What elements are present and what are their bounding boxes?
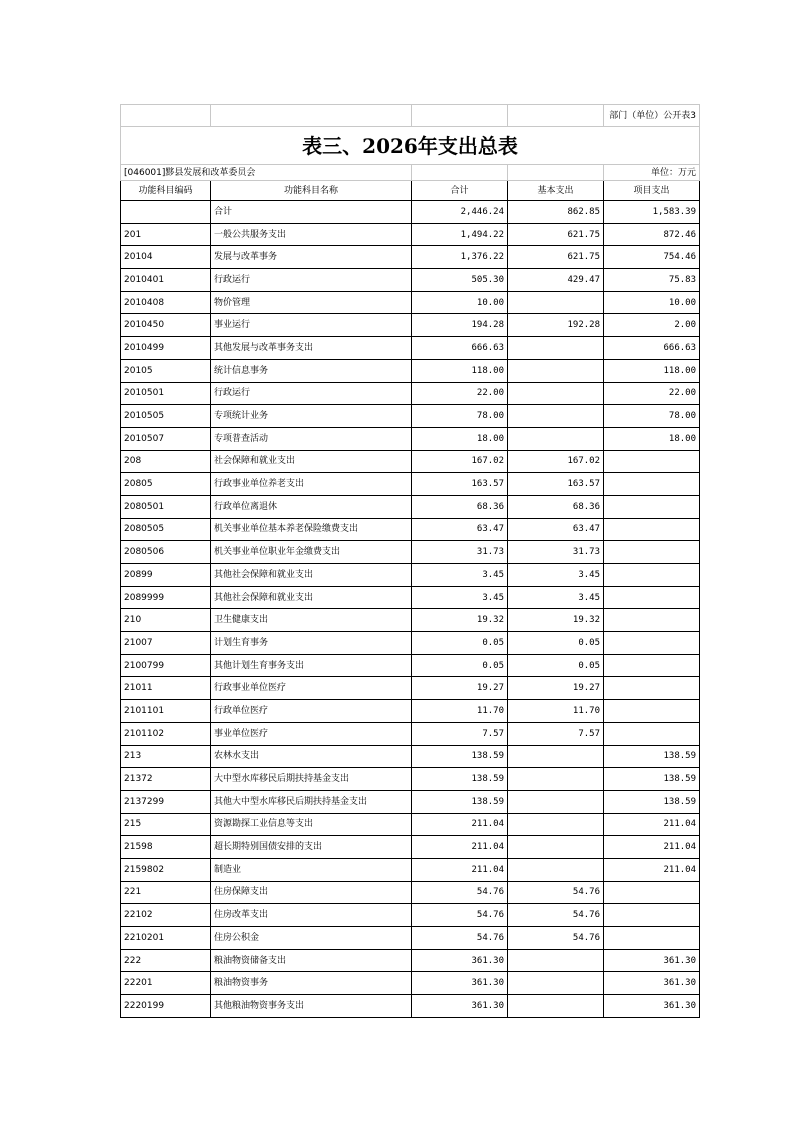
cell-basic [508,836,604,859]
cell-project: 211.04 [604,836,700,859]
cell-basic: 11.70 [508,700,604,723]
cell-code [121,201,211,224]
cell-name: 行政运行 [211,382,412,405]
cell-name: 农林水支出 [211,745,412,768]
cell-basic [508,382,604,405]
cell-project [604,541,700,564]
cell-basic: 3.45 [508,564,604,587]
cell-total: 167.02 [412,450,508,473]
cell-total: 1,494.22 [412,223,508,246]
cell-project: 361.30 [604,995,700,1018]
cell-code: 22102 [121,904,211,927]
table-row [121,836,700,859]
cell-project: 211.04 [604,813,700,836]
cell-name: 制造业 [211,858,412,881]
cell-name: 行政事业单位养老支出 [211,473,412,496]
table-row [121,246,700,269]
cell-project: 22.00 [604,382,700,405]
cell-basic: 63.47 [508,518,604,541]
cell-basic: 163.57 [508,473,604,496]
cell-code: 2080505 [121,518,211,541]
cell-project: 666.63 [604,337,700,360]
cell-project [604,609,700,632]
cell-total: 361.30 [412,972,508,995]
cell-total: 31.73 [412,541,508,564]
cell-total: 3.45 [412,586,508,609]
cell-name: 其他粮油物资事务支出 [211,995,412,1018]
cell-project: 138.59 [604,768,700,791]
cell-project [604,632,700,655]
cell-basic [508,291,604,314]
table-row [121,949,700,972]
cell-total: 666.63 [412,337,508,360]
table-row [121,564,700,587]
cell-total: 361.30 [412,995,508,1018]
cell-name: 其他社会保障和就业支出 [211,586,412,609]
cell-basic: 0.05 [508,654,604,677]
cell-project [604,518,700,541]
table-row [121,291,700,314]
cell-code: 201 [121,223,211,246]
expenditure-sheet [120,104,699,1018]
cell-basic: 19.27 [508,677,604,700]
table-row [121,745,700,768]
cell-name: 事业运行 [211,314,412,337]
cell-name: 粮油物资事务 [211,972,412,995]
cell-total: 19.32 [412,609,508,632]
cell-code: 2101102 [121,722,211,745]
unit-label: 单位：万元 [604,165,700,181]
cell-code: 213 [121,745,211,768]
cell-code: 2101101 [121,700,211,723]
cell-total: 211.04 [412,813,508,836]
cell-project [604,450,700,473]
cell-name: 粮油物资储备支出 [211,949,412,972]
cell-basic: 54.76 [508,881,604,904]
cell-project: 754.46 [604,246,700,269]
table-row [121,813,700,836]
table-row [121,473,700,496]
cell-name: 计划生育事务 [211,632,412,655]
cell-basic: 19.32 [508,609,604,632]
table-row [121,995,700,1018]
table-row [121,586,700,609]
cell-name: 资源勘探工业信息等支出 [211,813,412,836]
cell-name: 卫生健康支出 [211,609,412,632]
cell-code: 2010401 [121,269,211,292]
cell-code: 2080506 [121,541,211,564]
cell-project: 138.59 [604,745,700,768]
cell-project [604,881,700,904]
cell-total: 54.76 [412,927,508,950]
table-row [121,768,700,791]
cell-project: 211.04 [604,858,700,881]
cell-code: 21598 [121,836,211,859]
org-row [121,165,700,181]
cell-project [604,904,700,927]
cell-total: 361.30 [412,949,508,972]
cell-project: 361.30 [604,972,700,995]
cell-project: 118.00 [604,359,700,382]
cell-basic [508,972,604,995]
cell-project [604,586,700,609]
cell-total: 194.28 [412,314,508,337]
cell-code: 2080501 [121,495,211,518]
table-ref-row [121,105,700,127]
cell-name: 社会保障和就业支出 [211,450,412,473]
table-row [121,427,700,450]
cell-code: 21007 [121,632,211,655]
cell-name: 其他社会保障和就业支出 [211,564,412,587]
cell-project: 75.83 [604,269,700,292]
cell-code: 2137299 [121,790,211,813]
table-row [121,927,700,950]
page-title: 表三、2026年支出总表 [121,127,700,165]
cell-basic [508,995,604,1018]
cell-name: 其他大中型水库移民后期扶持基金支出 [211,790,412,813]
cell-total: 505.30 [412,269,508,292]
cell-code: 20104 [121,246,211,269]
table-row [121,495,700,518]
cell-code: 2159802 [121,858,211,881]
table-row [121,700,700,723]
cell-code: 20105 [121,359,211,382]
cell-basic: 621.75 [508,223,604,246]
cell-basic: 621.75 [508,246,604,269]
cell-name: 行政事业单位医疗 [211,677,412,700]
cell-name: 合计 [211,201,412,224]
cell-project: 361.30 [604,949,700,972]
cell-name: 事业单位医疗 [211,722,412,745]
cell-basic: 68.36 [508,495,604,518]
title-row [121,127,700,165]
cell-name: 专项普查活动 [211,427,412,450]
cell-basic [508,359,604,382]
cell-project [604,677,700,700]
cell-total: 54.76 [412,881,508,904]
cell-basic [508,337,604,360]
cell-total: 7.57 [412,722,508,745]
cell-name: 一般公共服务支出 [211,223,412,246]
table-row [121,677,700,700]
cell-total: 68.36 [412,495,508,518]
table-row [121,722,700,745]
header-code: 功能科目编码 [121,181,211,201]
cell-total: 163.57 [412,473,508,496]
cell-project [604,700,700,723]
cell-total: 19.27 [412,677,508,700]
cell-code: 2220199 [121,995,211,1018]
cell-basic [508,768,604,791]
cell-total: 78.00 [412,405,508,428]
cell-code: 20899 [121,564,211,587]
cell-total: 22.00 [412,382,508,405]
cell-code: 2010450 [121,314,211,337]
cell-name: 统计信息事务 [211,359,412,382]
cell-name: 住房保障支出 [211,881,412,904]
cell-project: 2.00 [604,314,700,337]
cell-total: 211.04 [412,836,508,859]
cell-project: 1,583.39 [604,201,700,224]
cell-name: 行政单位医疗 [211,700,412,723]
cell-basic: 167.02 [508,450,604,473]
cell-basic: 192.28 [508,314,604,337]
cell-basic [508,949,604,972]
cell-project [604,927,700,950]
table-row [121,654,700,677]
cell-name: 机关事业单位职业年金缴费支出 [211,541,412,564]
cell-basic: 429.47 [508,269,604,292]
cell-code: 2010505 [121,405,211,428]
header-total: 合计 [412,181,508,201]
cell-code: 2010507 [121,427,211,450]
cell-total: 2,446.24 [412,201,508,224]
cell-basic [508,745,604,768]
table-row [121,359,700,382]
cell-project: 18.00 [604,427,700,450]
table-ref: 部门（单位）公开表3 [604,105,700,127]
cell-basic [508,858,604,881]
cell-code: 208 [121,450,211,473]
cell-name: 住房公积金 [211,927,412,950]
cell-project: 872.46 [604,223,700,246]
cell-total: 138.59 [412,768,508,791]
cell-code: 2010408 [121,291,211,314]
table-row [121,201,700,224]
table-row [121,609,700,632]
cell-basic: 54.76 [508,927,604,950]
header-row [121,181,700,201]
cell-total: 138.59 [412,745,508,768]
header-basic: 基本支出 [508,181,604,201]
cell-total: 18.00 [412,427,508,450]
cell-total: 211.04 [412,858,508,881]
cell-total: 118.00 [412,359,508,382]
table-row [121,632,700,655]
table-row [121,314,700,337]
cell-code: 2210201 [121,927,211,950]
cell-project [604,473,700,496]
cell-total: 1,376.22 [412,246,508,269]
cell-name: 大中型水库移民后期扶持基金支出 [211,768,412,791]
table-row [121,881,700,904]
cell-project [604,654,700,677]
table-row [121,858,700,881]
cell-code: 210 [121,609,211,632]
cell-code: 215 [121,813,211,836]
cell-name: 其他计划生育事务支出 [211,654,412,677]
cell-total: 63.47 [412,518,508,541]
cell-code: 2100799 [121,654,211,677]
table-row [121,904,700,927]
table-row [121,790,700,813]
cell-project [604,564,700,587]
cell-total: 54.76 [412,904,508,927]
cell-code: 21372 [121,768,211,791]
cell-basic: 3.45 [508,586,604,609]
table-row [121,223,700,246]
table-row [121,972,700,995]
table-row [121,450,700,473]
cell-code: 20805 [121,473,211,496]
header-project: 项目支出 [604,181,700,201]
cell-basic [508,405,604,428]
cell-total: 0.05 [412,632,508,655]
expenditure-table [120,104,700,1018]
cell-basic: 31.73 [508,541,604,564]
cell-code: 21011 [121,677,211,700]
cell-name: 行政运行 [211,269,412,292]
cell-basic: 7.57 [508,722,604,745]
cell-basic: 0.05 [508,632,604,655]
cell-name: 发展与改革事务 [211,246,412,269]
cell-basic [508,813,604,836]
cell-code: 222 [121,949,211,972]
cell-project [604,495,700,518]
cell-total: 138.59 [412,790,508,813]
cell-name: 物价管理 [211,291,412,314]
cell-project: 10.00 [604,291,700,314]
cell-total: 10.00 [412,291,508,314]
cell-name: 超长期特别国债安排的支出 [211,836,412,859]
cell-basic: 54.76 [508,904,604,927]
cell-project: 138.59 [604,790,700,813]
cell-code: 221 [121,881,211,904]
table-row [121,337,700,360]
cell-name: 行政单位离退休 [211,495,412,518]
cell-code: 2010499 [121,337,211,360]
table-row [121,382,700,405]
cell-name: 其他发展与改革事务支出 [211,337,412,360]
organization-name: [046001]黟县发展和改革委员会 [121,165,412,181]
cell-name: 专项统计业务 [211,405,412,428]
cell-project: 78.00 [604,405,700,428]
header-name: 功能科目名称 [211,181,412,201]
cell-name: 机关事业单位基本养老保险缴费支出 [211,518,412,541]
cell-basic [508,790,604,813]
cell-basic: 862.85 [508,201,604,224]
table-row [121,269,700,292]
table-row [121,541,700,564]
cell-name: 住房改革支出 [211,904,412,927]
table-row [121,518,700,541]
cell-total: 11.70 [412,700,508,723]
cell-total: 0.05 [412,654,508,677]
table-row [121,405,700,428]
cell-total: 3.45 [412,564,508,587]
cell-code: 2010501 [121,382,211,405]
cell-project [604,722,700,745]
cell-code: 22201 [121,972,211,995]
cell-basic [508,427,604,450]
cell-code: 2089999 [121,586,211,609]
